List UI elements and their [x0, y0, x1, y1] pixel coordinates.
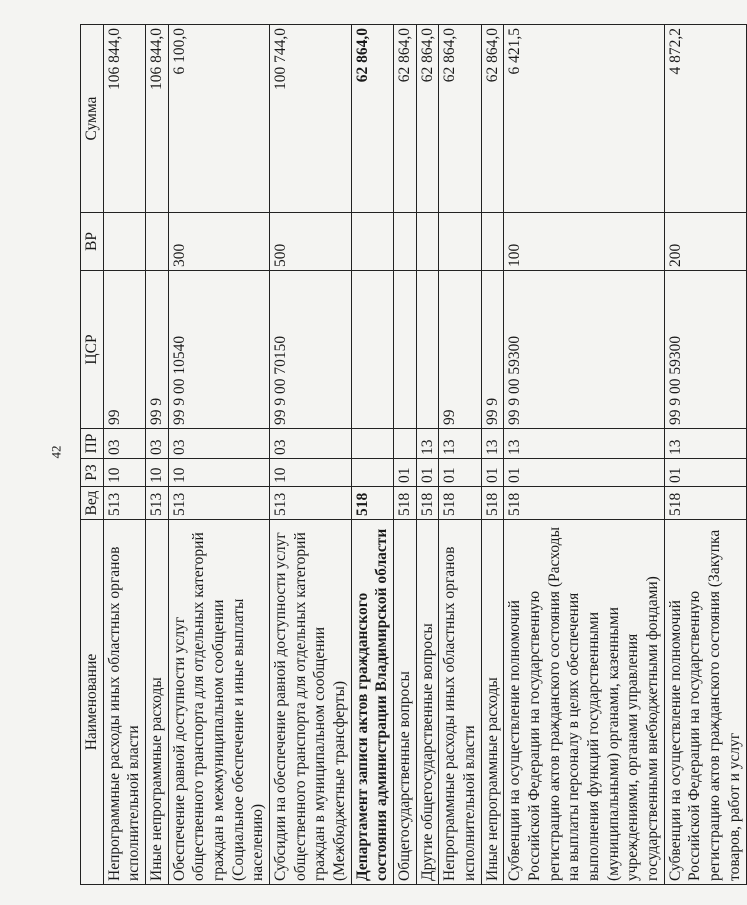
cell-csr: 99 9 00 59300 [504, 271, 664, 429]
page-number: 42 [48, 445, 64, 459]
cell-csr: 99 9 00 59300 [664, 271, 746, 429]
cell-ved: 518 [439, 487, 481, 520]
cell-pr: 03 [103, 429, 145, 459]
cell-ved: 518 [481, 487, 504, 520]
cell-csr [416, 271, 439, 429]
cell-csr [394, 271, 417, 429]
cell-rz: 01 [394, 459, 417, 487]
cell-name: Обеспечение равной доступности услуг общественного транспорта для отдельных категорий граждан в межмуниципальном сообщении (Социальное обеспечение и иные выплаты населению) [168, 520, 269, 885]
cell-pr: 13 [416, 429, 439, 459]
cell-name: Непрограммные расходы иных областных органов исполнительной власти [439, 520, 481, 885]
budget-table [80, 24, 747, 885]
cell-sum: 62 864,0 [439, 25, 481, 213]
header-ved: Вед [81, 487, 104, 520]
cell-sum: 4 872,2 [664, 25, 746, 213]
table-row [664, 25, 746, 885]
cell-sum: 62 864,0 [394, 25, 417, 213]
cell-rz [351, 459, 393, 487]
header-rz: РЗ [81, 459, 104, 487]
cell-ved: 513 [168, 487, 269, 520]
cell-pr [351, 429, 393, 459]
cell-ved: 518 [504, 487, 664, 520]
cell-csr: 99 9 [481, 271, 504, 429]
rotated-table-container [80, 25, 743, 885]
cell-sum: 62 864,0 [481, 25, 504, 213]
table-row [168, 25, 269, 885]
table-row [270, 25, 352, 885]
cell-pr: 03 [270, 429, 352, 459]
cell-name: Субсидии на обеспечение равной доступности услуг общественного транспорта для отдельных категорий граждан в муниципальном сообщении (Межбюджетные трансферты) [270, 520, 352, 885]
cell-sum: 6 421,5 [504, 25, 664, 213]
cell-rz: 01 [664, 459, 746, 487]
cell-sum: 100 744,0 [270, 25, 352, 213]
cell-vr: 500 [270, 213, 352, 271]
cell-name: Другие общегосударственные вопросы [416, 520, 439, 885]
cell-rz: 10 [168, 459, 269, 487]
cell-csr: 99 [439, 271, 481, 429]
cell-csr: 99 9 00 70150 [270, 271, 352, 429]
cell-vr [394, 213, 417, 271]
cell-vr [103, 213, 145, 271]
cell-vr: 200 [664, 213, 746, 271]
header-csr: ЦСР [81, 271, 104, 429]
table-row [351, 25, 393, 885]
cell-sum: 106 844,0 [146, 25, 169, 213]
table-row [394, 25, 417, 885]
table-header-row [81, 25, 104, 885]
cell-ved: 513 [103, 487, 145, 520]
cell-csr: 99 9 [146, 271, 169, 429]
cell-csr: 99 9 00 10540 [168, 271, 269, 429]
cell-sum: 6 100,0 [168, 25, 269, 213]
cell-pr: 13 [439, 429, 481, 459]
cell-sum: 106 844,0 [103, 25, 145, 213]
cell-vr [351, 213, 393, 271]
cell-ved: 518 [416, 487, 439, 520]
cell-rz: 01 [439, 459, 481, 487]
cell-vr: 100 [504, 213, 664, 271]
cell-csr: 99 [103, 271, 145, 429]
cell-rz: 01 [481, 459, 504, 487]
cell-vr [439, 213, 481, 271]
cell-sum: 62 864,0 [351, 25, 393, 213]
cell-sum: 62 864,0 [416, 25, 439, 213]
cell-pr: 03 [168, 429, 269, 459]
cell-ved: 513 [146, 487, 169, 520]
cell-pr [394, 429, 417, 459]
cell-rz: 01 [416, 459, 439, 487]
cell-ved: 518 [664, 487, 746, 520]
header-vr: ВР [81, 213, 104, 271]
cell-name: Субвенции на осуществление полномочий Российской Федерации на государственную регистрацию актов гражданского состояния (Расходы на выплаты персоналу в целях обеспечения выполнения функций государственными (муниципальными) органами, казенными учреждениями, органами управления государственными внебюджетными фондами) [504, 520, 664, 885]
header-sum: Сумма [81, 25, 104, 213]
table-body [103, 25, 746, 885]
cell-rz: 01 [504, 459, 664, 487]
cell-vr [481, 213, 504, 271]
table-row [439, 25, 481, 885]
cell-name: Общегосударственные вопросы [394, 520, 417, 885]
cell-name: Департамент записи актов гражданского состояния администрации Владимирской области [351, 520, 393, 885]
cell-name: Субвенции на осуществление полномочий Российской Федерации на государственную регистрацию актов гражданского состояния (Закупка товаров, работ и услуг [664, 520, 746, 885]
table-row [146, 25, 169, 885]
cell-ved: 513 [270, 487, 352, 520]
table-row [103, 25, 145, 885]
cell-csr [351, 271, 393, 429]
table-row [416, 25, 439, 885]
table-row [481, 25, 504, 885]
cell-pr: 03 [146, 429, 169, 459]
cell-pr: 13 [664, 429, 746, 459]
cell-rz: 10 [270, 459, 352, 487]
cell-name: Иные непрограммные расходы [146, 520, 169, 885]
cell-ved: 518 [394, 487, 417, 520]
table-row [504, 25, 664, 885]
cell-rz: 10 [146, 459, 169, 487]
cell-name: Непрограммные расходы иных областных органов исполнительной власти [103, 520, 145, 885]
cell-pr: 13 [481, 429, 504, 459]
cell-vr: 300 [168, 213, 269, 271]
cell-name: Иные непрограммные расходы [481, 520, 504, 885]
cell-pr: 13 [504, 429, 664, 459]
header-pr: ПР [81, 429, 104, 459]
cell-ved: 518 [351, 487, 393, 520]
cell-rz: 10 [103, 459, 145, 487]
cell-vr [146, 213, 169, 271]
cell-vr [416, 213, 439, 271]
header-name: Наименование [81, 520, 104, 885]
